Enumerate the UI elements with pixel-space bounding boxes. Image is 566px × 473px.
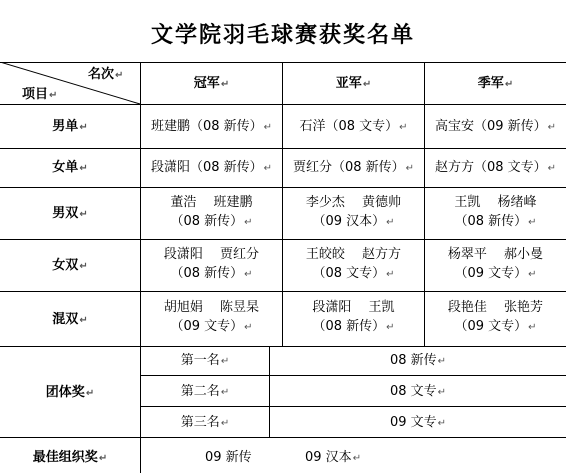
table-rule bbox=[0, 239, 566, 240]
table-rule bbox=[140, 406, 566, 407]
col-third: 季军↵ bbox=[477, 76, 514, 91]
pair-names: 段潇阳 王凯 bbox=[312, 300, 395, 315]
team-second-value: 08 文专↵ bbox=[389, 384, 447, 399]
document-title: 文学院羽毛球赛获奖名单 bbox=[150, 22, 415, 48]
pair-class: （08 文专）↵ bbox=[312, 266, 395, 281]
team-second-label: 第二名↵ bbox=[180, 384, 230, 399]
pair-names: 李少杰 黄德帅 bbox=[305, 195, 402, 210]
team-third-value: 09 文专↵ bbox=[389, 415, 447, 430]
pair-class: （08 新传）↵ bbox=[312, 319, 395, 334]
pair-class: （08 新传）↵ bbox=[170, 214, 253, 229]
cell-womens-double-champion bbox=[141, 245, 282, 284]
corner-event-label: 项目↵ bbox=[22, 87, 58, 102]
cell-womens-single-champion: 段潇阳（08 新传）↵ bbox=[150, 160, 273, 175]
cell-mixed-double-champion bbox=[141, 298, 282, 337]
cell-mixed-double-runnerup bbox=[283, 298, 424, 337]
cell-womens-double-runnerup bbox=[283, 245, 424, 284]
pair-class: （08 新传）↵ bbox=[454, 214, 537, 229]
pair-names: 段潇阳 贾红分 bbox=[163, 247, 260, 262]
row-label-mens-double: 男双↵ bbox=[52, 206, 88, 221]
row-label-mens-single: 男单↵ bbox=[52, 119, 88, 134]
pair-class: （08 新传）↵ bbox=[170, 266, 253, 281]
table-rule bbox=[0, 291, 566, 292]
cell-womens-double-third bbox=[425, 245, 566, 284]
cell-womens-single-third: 赵方方（08 文专）↵ bbox=[434, 160, 557, 175]
pair-names: 董浩 班建鹏 bbox=[170, 195, 253, 210]
pair-names: 胡旭娟 陈昱杲 bbox=[163, 300, 260, 315]
cell-mens-single-runnerup: 石洋（08 文专）↵ bbox=[299, 119, 408, 134]
row-label-mixed-double: 混双↵ bbox=[52, 312, 88, 327]
corner-rank-label: 名次↵ bbox=[88, 67, 124, 82]
cell-womens-single-runnerup: 贾红分（08 新传）↵ bbox=[292, 160, 415, 175]
cell-mens-single-champion: 班建鹏（08 新传）↵ bbox=[150, 119, 273, 134]
pair-names: 段艳佳 张艳芳 bbox=[447, 300, 544, 315]
col-champion: 冠军↵ bbox=[193, 76, 230, 91]
col-runnerup: 亚军↵ bbox=[335, 76, 372, 91]
pair-names: 杨翠平 郝小曼 bbox=[447, 247, 544, 262]
cell-mens-single-third: 高宝安（09 新传）↵ bbox=[434, 119, 557, 134]
pair-class: （09 文专）↵ bbox=[170, 319, 253, 334]
table-rule bbox=[0, 437, 566, 438]
pair-names: 王凯 杨绪峰 bbox=[454, 195, 537, 210]
best-org-winner-2: 09 汉本↵ bbox=[305, 450, 362, 465]
table-rule bbox=[0, 148, 566, 149]
row-label-womens-double: 女双↵ bbox=[52, 258, 88, 273]
team-third-label: 第三名↵ bbox=[180, 415, 230, 430]
team-first-label: 第一名↵ bbox=[180, 353, 230, 368]
cell-mens-double-champion bbox=[141, 193, 282, 232]
row-label-best-organization: 最佳组织奖↵ bbox=[32, 450, 108, 465]
best-org-winner-1: 09 新传 bbox=[205, 450, 252, 465]
pair-names: 王皎皎 赵方方 bbox=[305, 247, 402, 262]
pair-class: （09 汉本）↵ bbox=[312, 214, 395, 229]
pair-class: （09 文专）↵ bbox=[454, 266, 537, 281]
pair-class: （09 文专）↵ bbox=[454, 319, 537, 334]
table-rule bbox=[0, 187, 566, 188]
row-label-team-award: 团体奖↵ bbox=[45, 385, 95, 400]
team-first-value: 08 新传↵ bbox=[389, 353, 447, 368]
cell-mens-double-third bbox=[425, 193, 566, 232]
table-rule bbox=[0, 346, 566, 347]
cell-mens-double-runnerup bbox=[283, 193, 424, 232]
row-label-womens-single: 女单↵ bbox=[52, 160, 88, 175]
cell-mixed-double-third bbox=[425, 298, 566, 337]
table-rule bbox=[140, 375, 566, 376]
